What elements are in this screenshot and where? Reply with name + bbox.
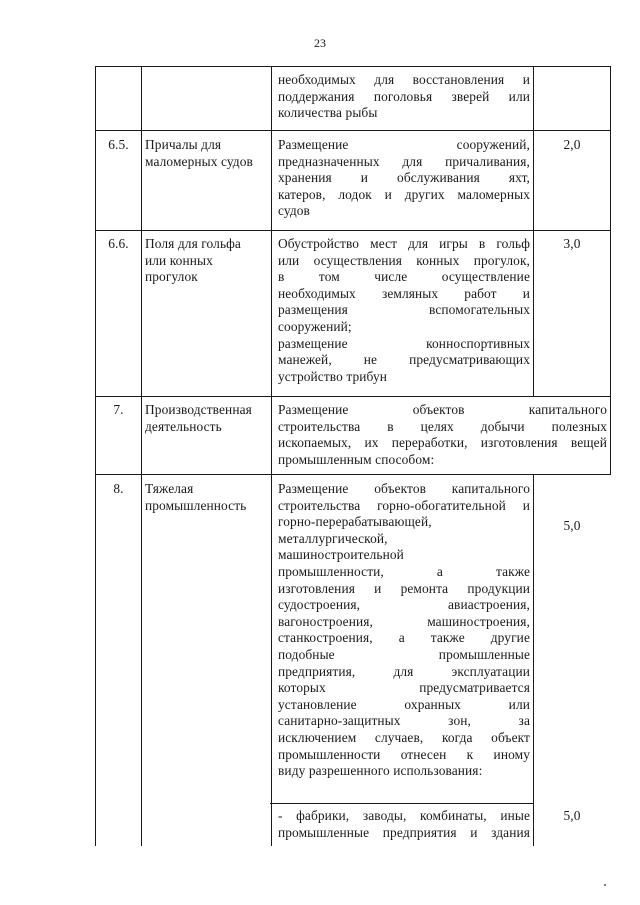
description-line: изготовления и ремонта продукции xyxy=(278,580,530,596)
row-number: 7. xyxy=(113,402,124,417)
table-rule-partial xyxy=(270,803,534,804)
name-line: Поля для гольфа xyxy=(145,236,241,251)
description-line: строительства в целях добычи полезных xyxy=(278,418,607,434)
description-line: размещения вспомогательных xyxy=(278,302,530,318)
row-number: 6.5. xyxy=(108,137,129,152)
description-line: которых предусматривается xyxy=(278,680,530,696)
row-name xyxy=(145,481,269,514)
row-description xyxy=(278,402,607,468)
name-line: промышленность xyxy=(145,497,247,513)
description-line: - фабрики, заводы, комбинаты, иные xyxy=(278,808,530,823)
description-line: количества рыбы xyxy=(278,105,378,121)
description-line: строительства горно-обогатительной и xyxy=(278,497,530,513)
row-number: 8. xyxy=(113,481,124,496)
name-line: или конных xyxy=(145,252,213,268)
description-line: необходимых для восстановления и xyxy=(278,72,530,87)
table-column-divider xyxy=(533,66,534,397)
row-description xyxy=(278,137,530,220)
description-line: горно-перерабатывающей, xyxy=(278,514,432,530)
description-line: станкостроения, а также другие xyxy=(278,630,530,646)
description-line: или осуществления конных прогулок, xyxy=(278,252,530,268)
description-line: ископаемых, их переработки, изготовления вещей xyxy=(278,435,607,451)
row-value: 2,0 xyxy=(563,137,581,152)
description-line: манежей, не предусматривающих xyxy=(278,352,530,368)
description-line: сооружений; xyxy=(278,318,352,334)
table-border-left xyxy=(95,66,96,846)
row-value: 5,0 xyxy=(563,518,581,533)
description-line: установление охранных или xyxy=(278,696,530,712)
page-number: 23 xyxy=(314,36,326,50)
description-line: хранения и обслуживания яхт, xyxy=(278,170,530,186)
name-line: деятельность xyxy=(145,418,222,434)
description-line: Размещение объектов капитального xyxy=(278,481,530,496)
row-name xyxy=(145,402,271,435)
description-line: промышленности, а также xyxy=(278,563,530,579)
table-column-divider xyxy=(271,66,272,846)
name-line: Причалы для xyxy=(145,137,222,152)
description-line: поддержания поголовья зверей или xyxy=(278,88,530,104)
row-description xyxy=(278,481,530,780)
description-line: вагоностроения, машиностроения, xyxy=(278,613,530,629)
description-line: машиностроительной xyxy=(278,547,404,563)
row-name xyxy=(145,236,269,286)
name-line: Тяжелая xyxy=(145,481,194,496)
description-line: необходимых земляных работ и xyxy=(278,285,530,301)
description-line: промышленные предприятия и здания xyxy=(278,824,530,840)
row-sub-value: 5,0 xyxy=(563,808,581,823)
description-line: виду разрешенного использования: xyxy=(278,763,483,779)
row-number: 6.6. xyxy=(108,236,129,251)
row-name xyxy=(145,137,269,170)
description-line: металлургической, xyxy=(278,530,388,546)
table-border-right xyxy=(610,66,611,475)
description-line: санитарно-защитных зон, за xyxy=(278,713,530,729)
row-sub-description xyxy=(278,808,530,841)
description-line: промышленности отнесен к иному xyxy=(278,746,530,762)
description-line: Размещение сооружений, xyxy=(278,137,530,152)
description-line: судостроения, авиастроения, xyxy=(278,597,530,613)
name-line: прогулок xyxy=(145,269,198,285)
description-line: в том числе осуществление xyxy=(278,269,530,285)
description-line: устройство трибун xyxy=(278,368,388,384)
scan-speck xyxy=(604,884,606,886)
description-line: размещение конноспортивных xyxy=(278,335,530,351)
description-line: Обустройство мест для игры в гольф xyxy=(278,236,530,251)
description-line: исключением случаев, когда объект xyxy=(278,729,530,745)
description-line: предприятия, для эксплуатации xyxy=(278,663,530,679)
description-line: катеров, лодок и других маломерных xyxy=(278,186,530,202)
row-value: 3,0 xyxy=(563,236,581,251)
description-line: Размещение объектов капитального xyxy=(278,402,607,417)
name-line: маломерных судов xyxy=(145,153,253,169)
description-line: подобные промышленные xyxy=(278,646,530,662)
table-column-divider xyxy=(141,66,142,846)
name-line: Производственная xyxy=(145,402,252,417)
row-continued-description xyxy=(278,72,530,122)
row-description xyxy=(278,236,530,385)
description-line: предназначенных для причаливания, xyxy=(278,153,530,169)
description-line: промышленным способом: xyxy=(278,451,435,467)
description-line: судов xyxy=(278,203,310,219)
